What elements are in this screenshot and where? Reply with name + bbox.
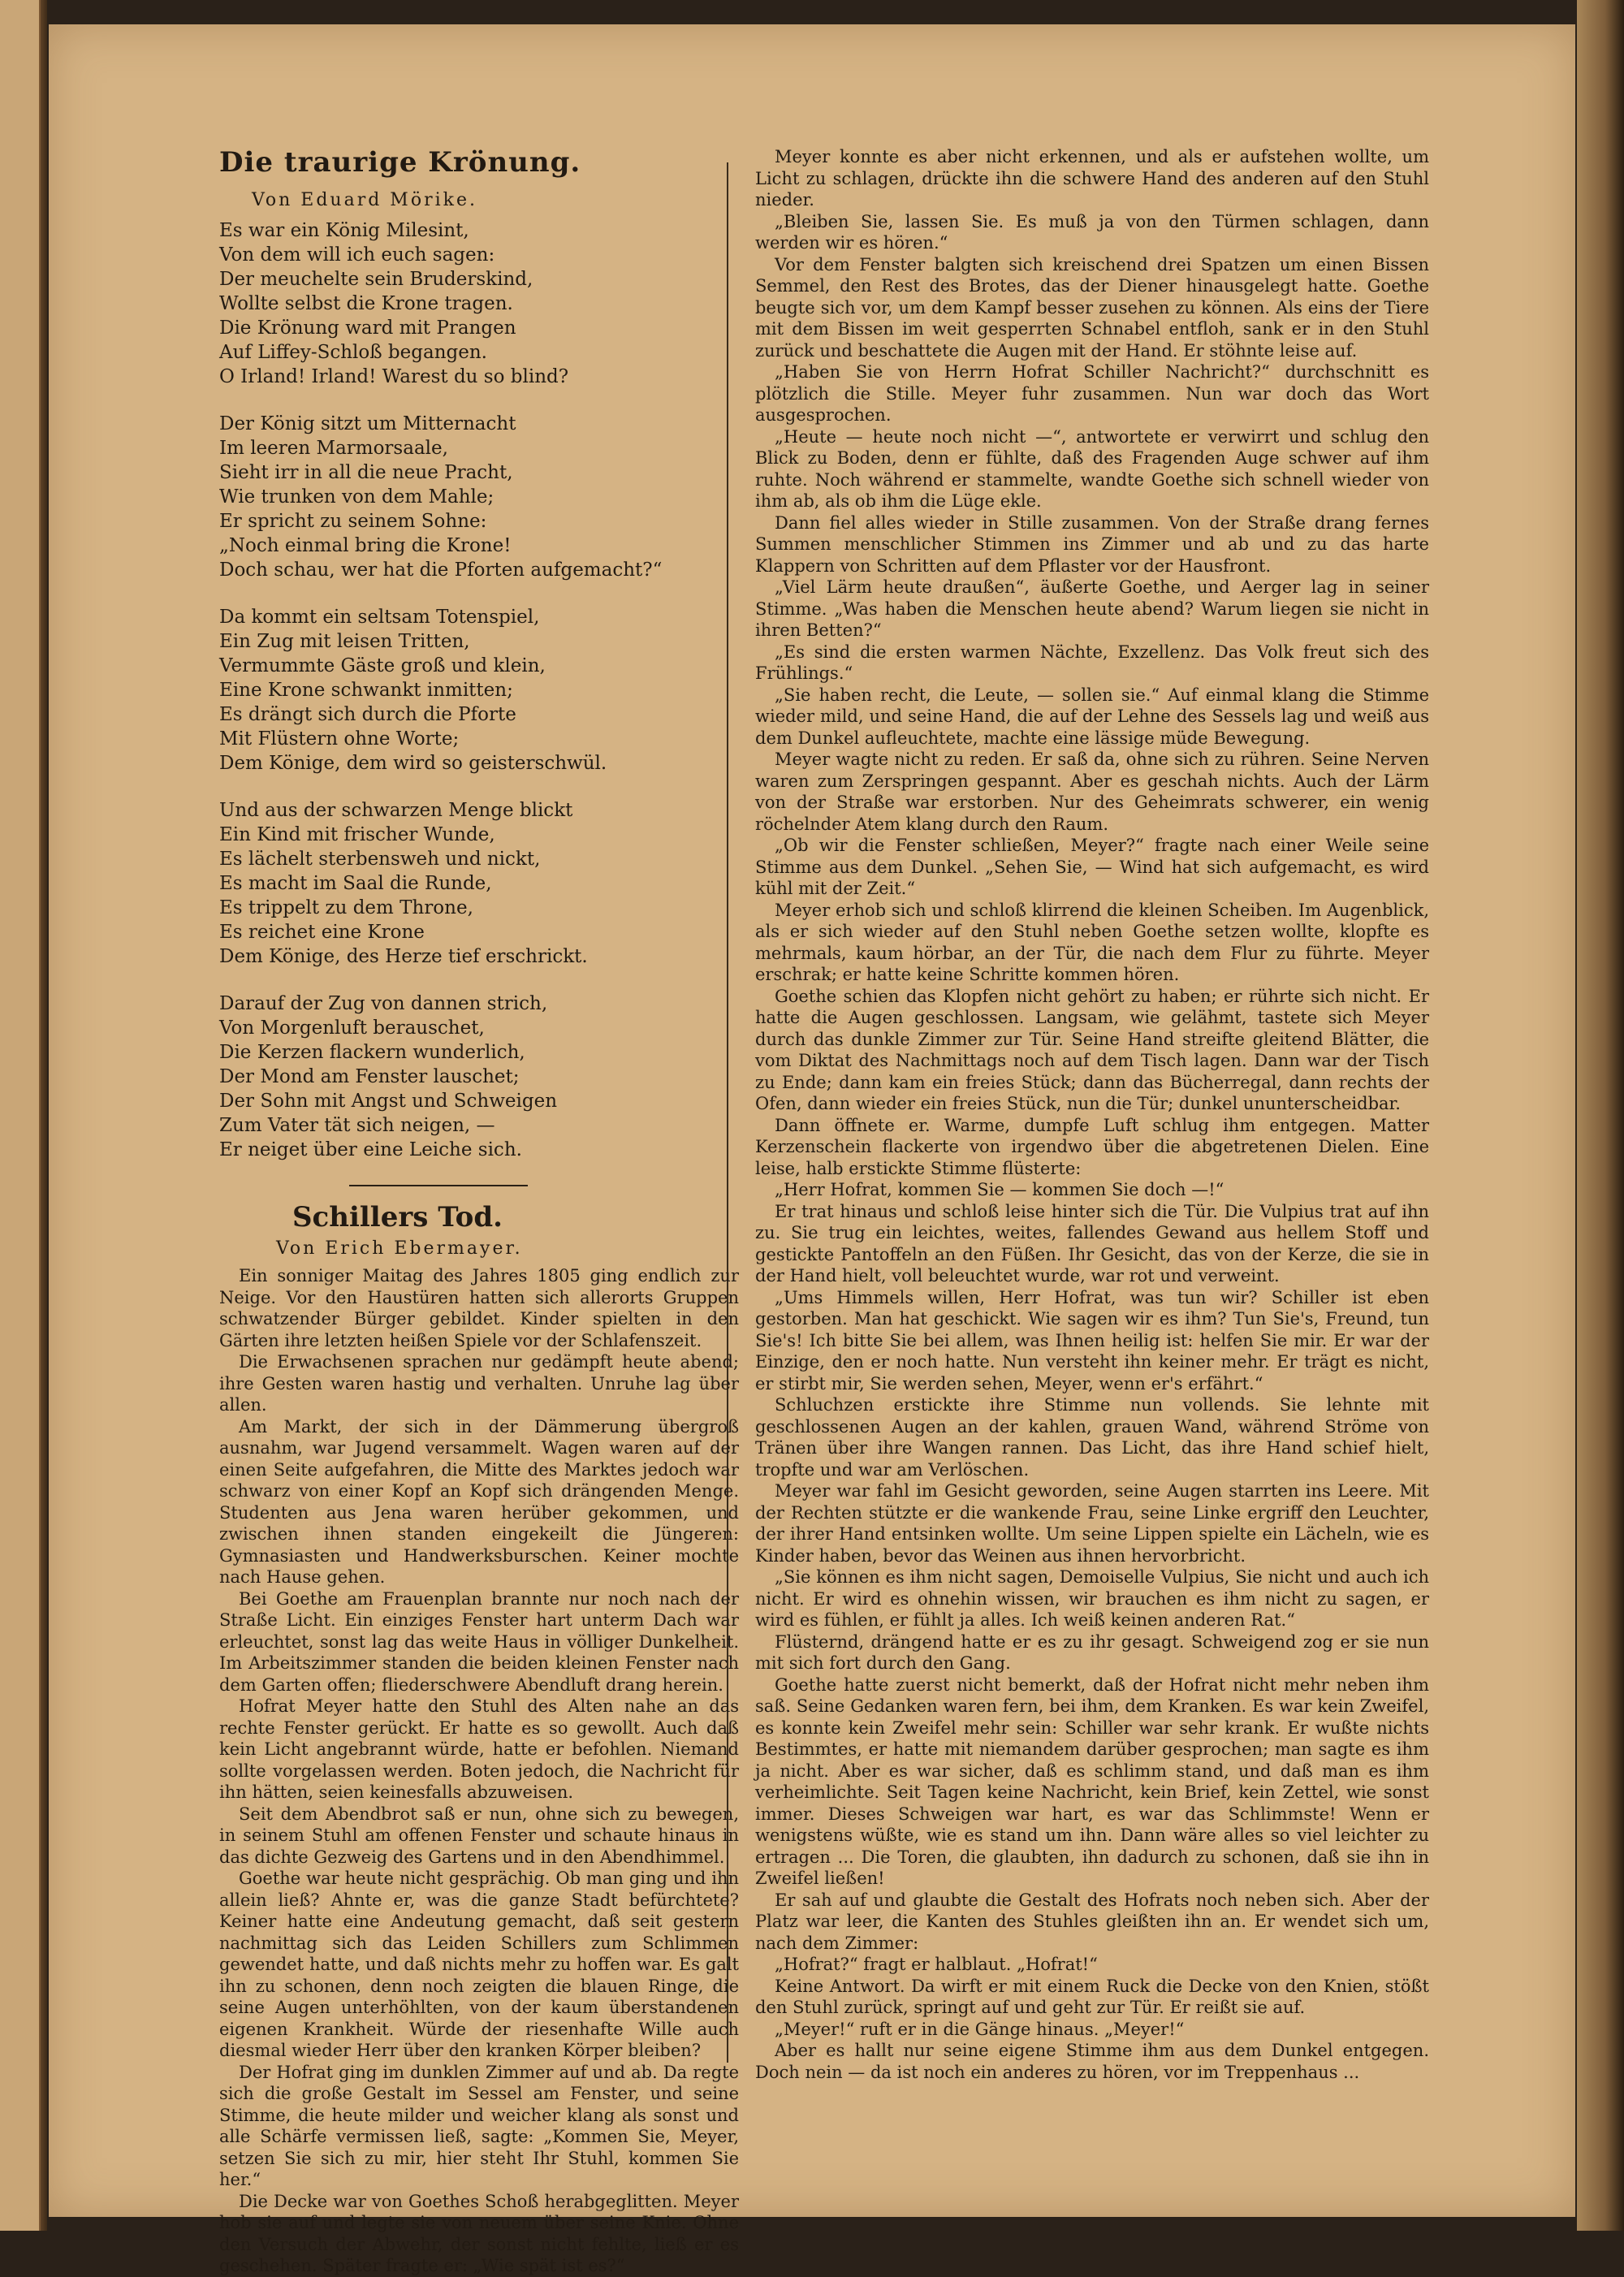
poem-stanza <box>219 412 739 582</box>
story-paragraph: Dann öffnete er. Warme, dumpfe Luft schlug ihm entgegen. Matter Kerzenschein flackerte von irgendwo über die abgetretenen Dielen. Eine leise, halb erstickte Stimme flüsterte: <box>755 1115 1429 1178</box>
poem-line: Wollte selbst die Krone tragen. <box>219 293 513 314</box>
poem-line: Sieht irr in all die neue Pracht, <box>219 462 513 483</box>
poem-line: Es lächelt sterbensweh und nickt, <box>219 849 541 870</box>
story-paragraph: Vor dem Fenster balgten sich kreischend drei Spatzen um einen Bissen Semmel, den Rest des Brotes, das der Diener hinausgelegt hatte. Goethe beugte sich vor, um dem Kampf besser zusehen zu können. Als eins der Tiere mit dem Bissen im weit gesperrten Schnabel entfloh, sank er in den Stuhl zurück und beschattete die Augen mit der Hand. Er stöhnte leise auf. <box>755 254 1429 361</box>
story-paragraph: Die Decke war von Goethes Schoß herabgeglitten. Meyer hob sie auf und legte sie von neuem über seine Knie. Ohne den Versuch der Abwehr, der sonst nicht fehlte, ließ er es geschehen. Später fragte er: „Wie spät ist es?“ <box>219 2191 739 2275</box>
poem-author: Von Eduard Mörike. <box>252 190 477 210</box>
story-paragraph: Meyer erhob sich und schloß klirrend die kleinen Scheiben. Im Augenblick, als er sich wieder auf den Stuhl neben Goethe setzen wollte, klopfte es mehrmals, kaum hörbar, an der Tür, die nach dem Flur zu führte. Meyer erschrak; er hatte keine Schritte kommen hören. <box>755 900 1429 984</box>
story-paragraph: „Sie können es ihm nicht sagen, Demoiselle Vulpius, Sie nicht und auch ich nicht. Er wird es ohnehin wissen, wir brauchen es ihm nicht zu sagen, er wird es fühlen, er fühlt ja alles. Ich weiß keinen anderen Rat.“ <box>755 1567 1429 1630</box>
story-paragraph: „Hofrat?“ fragt er halblaut. „Hofrat!“ <box>775 1955 1098 1974</box>
story-paragraph: Meyer konnte es aber nicht erkennen, und als er aufstehen wollte, um Licht zu schlagen, drückte ihn die schwere Hand des anderen auf den Stuhl nieder. <box>755 147 1429 210</box>
right-column <box>755 146 1429 2083</box>
poem-line: Dem Könige, dem wird so geisterschwül. <box>219 753 607 774</box>
poem-line: Der meuchelte sein Bruderskind, <box>219 269 533 290</box>
story-paragraph: Am Markt, der sich in der Dämmerung übergroß ausnahm, war Jugend versammelt. Wagen waren auf der einen Seite aufgefahren, die Mitte des Marktes jedoch war schwarz von einer Kopf an Kopf sich drängenden Menge. Studenten aus Jena waren herüber gekommen, und zwischen ihnen standen eingekeilt die Jüngeren: Gymnasiasten und Handwerksburschen. Keiner mochte nach Hause gehen. <box>219 1416 739 1587</box>
poem-line: Doch schau, wer hat die Pforten aufgemacht?“ <box>219 560 663 581</box>
poem-line: Dem Könige, des Herze tief erschrickt. <box>219 946 588 967</box>
story-right-text <box>755 146 1429 2083</box>
poem-stanza <box>219 992 739 1162</box>
poem-line: Von Morgenluft berauschet, <box>219 1018 485 1039</box>
poem-line: Zum Vater tät sich neigen, — <box>219 1115 495 1136</box>
story-author: Von Erich Ebermayer. <box>276 1238 523 1259</box>
story-paragraph: „Bleiben Sie, lassen Sie. Es muß ja von den Türmen schlagen, dann werden wir es hören.“ <box>755 211 1429 253</box>
previous-page-edge <box>0 0 41 2231</box>
page-edge-shadow <box>1577 0 1624 2231</box>
story-paragraph: „Ums Himmels willen, Herr Hofrat, was tun wir? Schiller ist eben gestorben. Man hat geschickt. Wie sagen wir es ihm? Tun Sie's, Freund, tun Sie's! Ich bitte Sie bei allem, was Ihnen heilig ist: helfen Sie mir. Er war der Einzige, den er noch hatte. Nun versteht ihn keiner mehr. Er trägt es nicht, er stirbt mir, Sie werden sehen, Meyer, wenn er's erfährt.“ <box>755 1287 1429 1393</box>
poem-line: Darauf der Zug von dannen strich, <box>219 993 548 1014</box>
poem-line: Es war ein König Milesint, <box>219 220 469 241</box>
poem-line: Eine Krone schwankt inmitten; <box>219 680 513 701</box>
story-paragraph: Die Erwachsenen sprachen nur gedämpft heute abend; ihre Gesten waren hastig und verhalten. Unruhe lag über allen. <box>219 1352 739 1415</box>
left-column <box>219 146 739 2277</box>
poem-line: Es macht im Saal die Runde, <box>219 873 492 894</box>
story-paragraph: „Ob wir die Fenster schließen, Meyer?“ fragte nach einer Weile seine Stimme aus dem Dunkel. „Sehen Sie, — Wind hat sich aufgemacht, es wird kühl mit der Zeit.“ <box>755 836 1429 898</box>
poem-line: Es trippelt zu dem Throne, <box>219 897 473 918</box>
story-paragraph: Der Hofrat ging im dunklen Zimmer auf und ab. Da regte sich die große Gestalt im Sessel am Fenster, und seine Stimme, die heute milder und weicher klang als sonst und alle Schärfe vermissen ließ, sagte: „Kommen Sie, Meyer, setzen Sie sich zu mir, hier steht Ihr Stuhl, kommen Sie her.“ <box>219 2062 739 2189</box>
story-paragraph: Schluchzen erstickte ihre Stimme nun vollends. Sie lehnte mit geschlossenen Augen an der kahlen, grauen Wand, während Ströme von Tränen über ihre Wangen rannen. Das Licht, das ihre Hand schief hielt, tropfte und war am Verlöschen. <box>755 1395 1429 1480</box>
story-paragraph: Er sah auf und glaubte die Gestalt des Hofrats noch neben sich. Aber der Platz war leer, die Kanten des Stuhles gleißten ihn an. Er wendet sich um, nach dem Zimmer: <box>755 1890 1429 1953</box>
poem-line: Im leeren Marmorsaale, <box>219 438 448 459</box>
story-paragraph: Ein sonniger Maitag des Jahres 1805 ging endlich zur Neige. Vor den Haustüren hatten sich allerorts Gruppen schwatzender Bürger gebildet. Kinder spielten in den Gärten ihre letzten heißen Spiele vor der Schlafenszeit. <box>219 1266 739 1350</box>
story-paragraph: Er trat hinaus und schloß leise hinter sich die Tür. Die Vulpius trat auf ihn zu. Sie trug ein leichtes, weites, fallendes Gewand aus hellem Stoff und gestickte Pantoffeln an den Füßen. Ihr Gesicht, das von der Kerze, die sie in der Hand hielt, voll beleuchtet wurde, war rot und verweint. <box>755 1201 1429 1285</box>
poem-stanza <box>219 798 739 969</box>
poem-line: Vermummte Gäste groß und klein, <box>219 655 546 676</box>
story-paragraph: Hofrat Meyer hatte den Stuhl des Alten nahe an das rechte Fenster gerückt. Er hatte es so gewollt. Auch daß kein Licht angebrannt würde, hatte er befohlen. Niemand sollte vorgelassen werden. Boten jedoch, die Nachricht für ihn hätten, seien keinesfalls abzuweisen. <box>219 1696 739 1802</box>
poem-line: Von dem will ich euch sagen: <box>219 244 495 266</box>
poem-line: Die Kerzen flackern wunderlich, <box>219 1042 525 1063</box>
poem-line: Wie trunken von dem Mahle; <box>219 486 495 508</box>
poem-stanza <box>219 605 739 776</box>
poem-line: Es drängt sich durch die Pforte <box>219 704 516 725</box>
poem-line: Er spricht zu seinem Sohne: <box>219 511 487 532</box>
poem-line: Der König sitzt um Mitternacht <box>219 413 516 434</box>
story-paragraph: „Sie haben recht, die Leute, — sollen sie.“ Auf einmal klang die Stimme wieder mild, und seine Hand, die auf der Lehne des Sessels lag und weiß aus dem Dunkel aufleuchtete, machte eine lässige müde Bewegung. <box>755 685 1429 748</box>
story-paragraph: Goethe schien das Klopfen nicht gehört zu haben; er rührte sich nicht. Er hatte die Augen geschlossen. Langsam, wie gelähmt, tastete sich Meyer durch das dunkle Zimmer zur Tür. Seine Hand streifte gleitend Blätter, die vom Diktat des Nachmittags noch auf dem Tisch lagen. Dann war der Tisch zu Ende; dann kam ein freies Stück; dann das Bücherregal, dann rechts der Ofen, dann wieder ein freies Stück, nun die Tür; dunkel ununterscheidbar. <box>755 986 1429 1113</box>
story-paragraph: „Herr Hofrat, kommen Sie — kommen Sie doch —!“ <box>775 1180 1224 1199</box>
story-paragraph: Keine Antwort. Da wirft er mit einem Ruck die Decke von den Knien, stößt den Stuhl zurück, springt auf und geht zur Tür. Er reißt sie auf. <box>755 1976 1429 2017</box>
story-paragraph: Meyer war fahl im Gesicht geworden, seine Augen starrten ins Leere. Mit der Rechten stützte er die wankende Frau, seine Linke ergriff den Leuchter, der ihrer Hand entsinken wollte. Um seine Lippen spielte ein Lächeln, wie es Kinder haben, bevor das Weinen aus ihnen hervorbricht. <box>755 1481 1429 1566</box>
poem-line: Die Krönung ward mit Prangen <box>219 318 516 339</box>
poem-line: Der Sohn mit Angst und Schweigen <box>219 1091 558 1112</box>
story-paragraph: Flüsternd, drängend hatte er es zu ihr gesagt. Schweigend zog er sie nun mit sich fort durch den Gang. <box>755 1631 1429 1673</box>
poem-line: Ein Zug mit leisen Tritten, <box>219 631 470 652</box>
story-paragraph: Aber es hallt nur seine eigene Stimme ihm aus dem Dunkel entgegen. Doch nein — da ist noch ein anderes zu hören, vor im Treppenhaus ... <box>755 2041 1429 2082</box>
poem-body <box>219 218 739 1162</box>
poem-title: Die traurige Krönung. <box>219 146 581 179</box>
story-title: Schillers Tod. <box>292 1201 503 1234</box>
poem-line: Es reichet eine Krone <box>219 922 425 943</box>
story-paragraph: Dann fiel alles wieder in Stille zusammen. Von der Straße drang fernes Summen menschlicher Stimmen ins Zimmer und ab und zu das harte Klappern von Schritten auf dem Pflaster vor der Hausfront. <box>755 512 1429 576</box>
poem-line: Ein Kind mit frischer Wunde, <box>219 824 495 845</box>
poem-line: Da kommt ein seltsam Totenspiel, <box>219 607 540 628</box>
story-paragraph: Goethe hatte zuerst nicht bemerkt, daß der Hofrat nicht mehr neben ihm saß. Seine Gedanken waren fern, bei ihm, dem Kranken. Es war kein Zweifel, es konnte kein Zweifel mehr sein: Schiller war sehr krank. Er wußte nichts Bestimmtes, er hatte mit niemandem darüber gesprochen; man sagte es ihm ja nicht. Aber es war sicher, daß es schlimm stand, und daß man es ihm verheimlichte. Seit Tagen keine Nachricht, kein Brief, kein Zettel, wie sonst immer. Dieses Schweigen war hart, es war das Schlimmste! Wenn er wenigstens wüßte, wie es stand um ihn. Dann wäre alles so viel leichter zu ertragen ... Die Toren, die glaubten, ihn dadurch zu schonen, daß sie ihn in Zweifel ließen! <box>755 1674 1429 1888</box>
poem-stanza <box>219 218 739 389</box>
story-paragraph: Seit dem Abendbrot saß er nun, ohne sich zu bewegen, in seinem Stuhl am offenen Fenster und schaute hinaus in das dichte Gezweig des Gartens und in den Abendhimmel. <box>219 1804 739 1867</box>
poem-line: Der Mond am Fenster lauschet; <box>219 1066 520 1087</box>
poem-line: „Noch einmal bring die Krone! <box>219 535 512 556</box>
poem-line: O Irland! Irland! Warest du so blind? <box>219 366 569 387</box>
poem-line: Mit Flüstern ohne Worte; <box>219 728 460 750</box>
story-paragraph: „Heute — heute noch nicht —“, antwortete er verwirrt und schlug den Blick zu Boden, denn er fühlte, daß des Fragenden Auge schwer auf ihm ruhte. Noch während er stammelte, wandte Goethe sich schnell wieder von ihm ab, als ob ihm die Lüge ekle. <box>755 426 1429 511</box>
story-paragraph: „Meyer!“ ruft er in die Gänge hinaus. „Meyer!“ <box>775 2019 1185 2039</box>
story-paragraph: „Viel Lärm heute draußen“, äußerte Goethe, und Aerger lag in seiner Stimme. „Was haben die Menschen heute abend? Warum liegen sie nicht in ihren Betten?“ <box>755 577 1429 640</box>
story-left-text <box>219 1265 739 2277</box>
story-paragraph: Bei Goethe am Frauenplan brannte nur noch nach der Straße Licht. Ein einziges Fenster hart unterm Dach war erleuchtet, sonst lag das weite Haus in völliger Dunkelheit. Im Arbeitszimmer standen die beiden kleinen Fenster nach dem Garten offen; fliederschwere Abendluft drang herein. <box>219 1588 739 1695</box>
story-paragraph: „Haben Sie von Herrn Hofrat Schiller Nachricht?“ durchschnitt es plötzlich die Stille. Meyer fuhr zusammen. Nun war doch das Wort ausgesprochen. <box>755 362 1429 425</box>
story-paragraph: Goethe war heute nicht gesprächig. Ob man ging und ihn allein ließ? Ahnte er, was die ganze Stadt befürchtete? Keiner hatte eine Andeutung gemacht, daß seit gestern nachmittag sich das Leiden Schillers zum Schlimmen gewendet hatte, und daß nichts mehr zu hoffen war. Es galt ihn zu schonen, denn noch zeigten die blauen Ringe, die seine Augen unterhöhlten, von der kaum überstandenen eigenen Krankheit. Würde der riesenhafte Wille auch diesmal wieder Herr über den kranken Körper bleiben? <box>219 1869 739 2060</box>
story-paragraph: „Es sind die ersten warmen Nächte, Exzellenz. Das Volk freut sich des Frühlings.“ <box>755 642 1429 683</box>
poem-line: Auf Liffey-Schloß begangen. <box>219 342 487 363</box>
poem-line: Und aus der schwarzen Menge blickt <box>219 800 573 821</box>
section-rule <box>349 1185 528 1186</box>
poem-line: Er neiget über eine Leiche sich. <box>219 1139 522 1160</box>
story-paragraph: Meyer wagte nicht zu reden. Er saß da, ohne sich zu rühren. Seine Nerven waren zum Zerspringen gespannt. Aber es geschah nichts. Auch der Lärm von der Straße war erstorben. Nur des Geheimrats schwerer, ein wenig röchelnder Atem klang durch den Raum. <box>755 750 1429 834</box>
